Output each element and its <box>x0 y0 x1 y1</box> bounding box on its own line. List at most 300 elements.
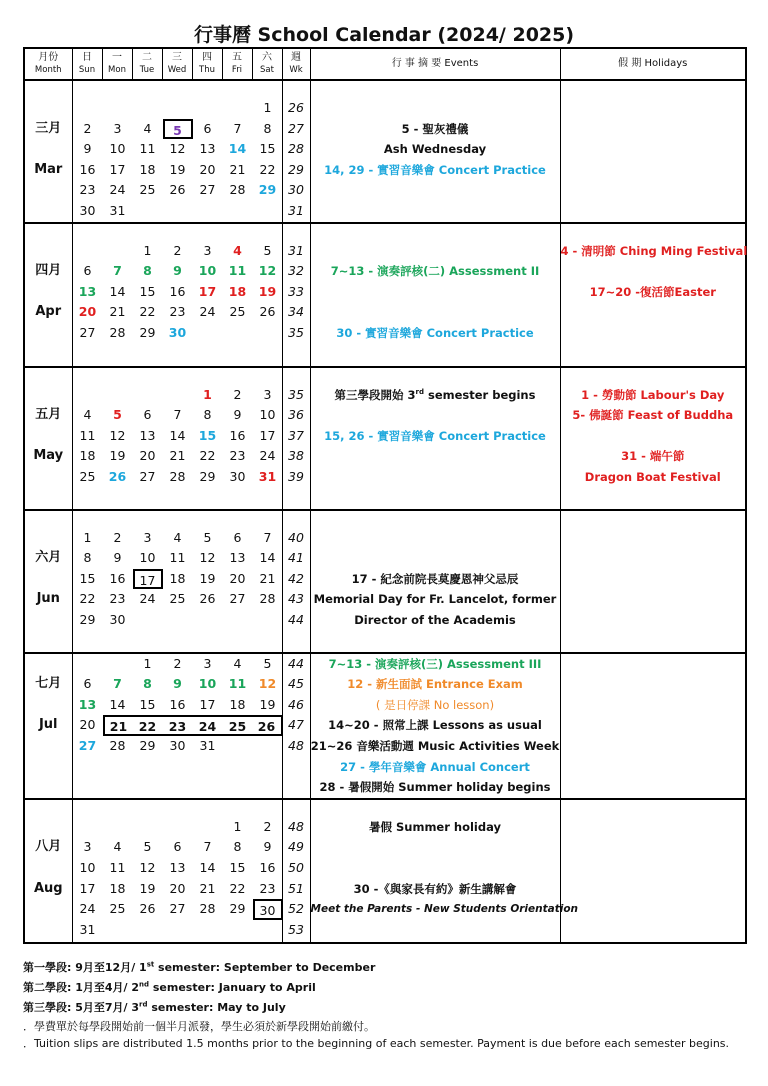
event-line: 12 - 新生面試 Entrance Exam <box>347 677 523 692</box>
day-cell: 7 <box>113 676 122 692</box>
day-cell: 10 <box>259 407 276 423</box>
day-cell: 26 <box>139 901 156 917</box>
day-cell: 15 <box>198 427 217 443</box>
day-cell: 16 <box>169 696 186 712</box>
day-cell: 11 <box>109 859 126 875</box>
empty-day-cell <box>163 98 193 119</box>
footer-notes <box>23 958 753 1052</box>
event-line: 30 - 實習音樂會 Concert Practice <box>336 325 534 340</box>
day-header-mon: 一 Mon <box>102 48 132 80</box>
day-cell: 10 <box>139 550 156 566</box>
week-number: 52 <box>288 901 304 917</box>
day-cell: 25 <box>223 715 253 736</box>
day-cell: 19 <box>199 570 216 586</box>
event-line: 17 - 紀念前院長莫慶恩神父忌辰 <box>351 571 519 586</box>
holiday-line: 1 - 勞動節 Labour's Day <box>581 387 725 402</box>
day-cell: 17 <box>259 427 276 443</box>
week-number: 50 <box>288 859 304 875</box>
week-numbers <box>282 367 310 510</box>
empty-day-cell <box>103 920 133 941</box>
day-cell: 7 <box>113 263 122 279</box>
day-cell: 26 <box>253 715 283 736</box>
day-cell: 15 <box>229 859 246 875</box>
event-line: 5 - 聖灰禮儀 <box>401 121 469 136</box>
day-cell: 9 <box>233 407 242 423</box>
holidays-cell <box>560 367 746 510</box>
day-cell: 26 <box>169 182 186 198</box>
week-number: 53 <box>288 921 304 937</box>
day-cell: 17 <box>133 569 163 590</box>
event-line: 21~26 音樂活動週 Music Activities Week <box>310 738 560 753</box>
empty-day-cell <box>193 817 223 838</box>
day-cell: 6 <box>233 529 242 545</box>
event-line: 27 - 學年音樂會 Annual Concert <box>340 759 530 774</box>
event-line <box>311 302 560 323</box>
day-cell: 5 <box>263 242 272 258</box>
day-cell: 25 <box>79 468 96 484</box>
day-cell: 12 <box>109 427 126 443</box>
day-cell: 9 <box>263 839 272 855</box>
events-cell <box>310 80 560 223</box>
day-cell: 5 <box>163 119 193 140</box>
event-line: Director of the Academis <box>354 612 516 627</box>
day-cell: 18 <box>169 570 186 586</box>
day-cell: 1 <box>143 655 152 671</box>
empty-day-cell <box>223 323 253 344</box>
day-cell: 20 <box>139 448 156 464</box>
day-cell: 24 <box>193 715 223 736</box>
day-cell: 21 <box>109 304 126 320</box>
day-cell: 21 <box>199 880 216 896</box>
day-cell: 9 <box>113 550 122 566</box>
month-label: 五月 May <box>24 367 72 510</box>
day-cell: 18 <box>139 161 156 177</box>
week-number: 42 <box>288 570 304 586</box>
empty-day-cell <box>193 201 223 222</box>
day-cell: 16 <box>169 283 186 299</box>
holiday-line: 17~20 -復活節Easter <box>589 284 716 299</box>
day-cell: 2 <box>173 655 182 671</box>
tuition-note-en: ．Tuition slips are distributed 1.5 months prior to the beginning of each semester. Payment is due before each semester begins. <box>23 1037 730 1050</box>
day-cell: 15 <box>139 696 156 712</box>
day-cell: 6 <box>143 407 152 423</box>
day-cell: 28 <box>109 324 126 340</box>
tuition-note-zh: ．學費單於每學段開始前一個半月派發，學生必須於新學段開始前繳付。 <box>23 1020 375 1033</box>
week-number: 35 <box>288 386 304 402</box>
day-cell: 19 <box>169 161 186 177</box>
event-line: Meet the Parents - New Students Orientation <box>310 903 579 916</box>
day-cell: 13 <box>229 550 246 566</box>
week-number: 44 <box>288 655 304 671</box>
empty-day-cell <box>223 610 253 631</box>
event-line <box>311 241 560 262</box>
empty-day-cell <box>223 98 253 119</box>
week-number: 31 <box>288 242 304 258</box>
day-cell: 7 <box>263 529 272 545</box>
day-cell: 11 <box>169 550 186 566</box>
empty-day-cell <box>223 201 253 222</box>
semester-1-note: 第一學段: 9月至12月/ 1st semester: September to December <box>23 960 376 974</box>
week-number: 31 <box>288 202 304 218</box>
semester-3-note: 第三學段: 5月至7月/ 3rd semester: May to July <box>23 1000 286 1014</box>
day-cell: 2 <box>113 529 122 545</box>
event-line <box>311 548 560 569</box>
empty-day-cell <box>133 98 163 119</box>
events-cell <box>310 510 560 653</box>
week-number: 43 <box>288 591 304 607</box>
day-cell: 1 <box>83 529 92 545</box>
day-cell: 27 <box>199 182 216 198</box>
day-cell: 6 <box>203 120 212 136</box>
day-cell: 5 <box>263 655 272 671</box>
week-number: 27 <box>288 120 304 136</box>
event-line: ( 是日停課 No lesson) <box>375 697 495 712</box>
event-line <box>311 405 560 426</box>
holidays-header: 假 期 Holidays <box>560 48 746 80</box>
day-cell: 20 <box>229 570 246 586</box>
empty-day-cell <box>73 385 103 406</box>
day-cell: 3 <box>263 386 272 402</box>
event-line <box>311 858 560 879</box>
day-cell: 4 <box>83 407 92 423</box>
day-cell: 1 <box>263 100 272 115</box>
empty-day-cell <box>103 98 133 119</box>
day-cell: 2 <box>173 242 182 258</box>
month-row-apr <box>24 223 746 367</box>
week-number: 48 <box>288 818 304 834</box>
holidays-cell <box>560 510 746 653</box>
day-cell: 25 <box>109 901 126 917</box>
day-cell: 28 <box>109 737 126 753</box>
day-cell: 31 <box>258 468 277 484</box>
day-cell: 14 <box>259 550 276 566</box>
month-header: 月份 Month <box>24 48 72 80</box>
day-cell: 8 <box>143 263 152 279</box>
day-cell: 9 <box>83 141 92 157</box>
event-line <box>311 837 560 858</box>
week-number: 29 <box>288 161 304 177</box>
empty-day-cell <box>253 201 283 222</box>
day-cell: 11 <box>139 141 156 157</box>
empty-day-cell <box>133 920 163 941</box>
month-row-jun <box>24 510 746 653</box>
day-cell: 22 <box>229 880 246 896</box>
event-line: 7~13 - 演奏評核(二) Assessment II <box>330 264 540 279</box>
events-cell <box>310 223 560 367</box>
day-grid <box>72 653 282 799</box>
month-row-jul <box>24 653 746 799</box>
day-cell: 30 <box>168 324 187 340</box>
day-cell: 30 <box>79 202 96 218</box>
day-cell: 30 <box>253 899 283 920</box>
month-row-mar <box>24 80 746 223</box>
day-cell: 4 <box>233 242 242 258</box>
day-cell: 22 <box>133 715 163 736</box>
day-cell: 5 <box>113 407 122 423</box>
week-numbers <box>282 80 310 223</box>
day-header-sun: 日 Sun <box>72 48 102 80</box>
week-number: 33 <box>288 283 304 299</box>
empty-day-cell <box>253 736 283 757</box>
week-number: 36 <box>288 407 304 423</box>
day-cell: 17 <box>79 880 96 896</box>
event-line <box>311 282 560 303</box>
day-cell: 18 <box>229 696 246 712</box>
day-cell: 19 <box>139 880 156 896</box>
day-cell: 24 <box>199 304 216 320</box>
day-cell: 8 <box>143 676 152 692</box>
week-number: 46 <box>288 696 304 712</box>
week-number: 45 <box>288 676 304 692</box>
day-cell: 23 <box>229 448 246 464</box>
holidays-cell <box>560 223 746 367</box>
day-cell: 30 <box>229 468 246 484</box>
day-cell: 23 <box>79 182 96 198</box>
week-number: 32 <box>288 263 304 279</box>
day-cell: 30 <box>109 611 126 627</box>
day-cell: 15 <box>79 570 96 586</box>
event-line: 14, 29 - 實習音樂會 Concert Practice <box>324 162 546 177</box>
day-cell: 23 <box>109 591 126 607</box>
day-cell: 5 <box>143 839 152 855</box>
day-grid <box>72 510 282 653</box>
day-cell: 8 <box>263 120 272 136</box>
day-cell: 6 <box>173 839 182 855</box>
day-cell: 11 <box>228 676 247 692</box>
event-line <box>311 98 560 119</box>
day-header-tue: 二 Tue <box>132 48 162 80</box>
month-label: 七月 Jul <box>24 653 72 799</box>
day-cell: 21 <box>103 715 133 736</box>
empty-day-cell <box>253 323 283 344</box>
day-cell: 20 <box>79 717 96 733</box>
month-label: 四月 Apr <box>24 223 72 367</box>
day-cell: 28 <box>259 591 276 607</box>
day-cell: 3 <box>83 839 92 855</box>
day-cell: 24 <box>79 901 96 917</box>
day-cell: 3 <box>203 242 212 258</box>
semester-2-note: 第二學段: 1月至4月/ 2nd semester: January to April <box>23 980 316 994</box>
holiday-line: 5- 佛誕節 Feast of Buddha <box>572 408 734 423</box>
day-cell: 12 <box>199 550 216 566</box>
empty-day-cell <box>163 610 193 631</box>
day-cell: 29 <box>79 611 96 627</box>
day-cell: 26 <box>199 591 216 607</box>
day-grid <box>72 799 282 943</box>
day-cell: 28 <box>199 901 216 917</box>
day-cell: 26 <box>259 304 276 320</box>
day-cell: 21 <box>169 448 186 464</box>
week-number: 37 <box>288 427 304 443</box>
day-cell: 27 <box>229 591 246 607</box>
empty-day-cell <box>73 817 103 838</box>
day-cell: 3 <box>113 120 122 136</box>
events-cell <box>310 653 560 799</box>
events-cell <box>310 799 579 943</box>
day-cell: 8 <box>83 550 92 566</box>
day-cell: 13 <box>78 283 97 299</box>
day-cell: 22 <box>139 304 156 320</box>
empty-day-cell <box>193 98 223 119</box>
day-cell: 15 <box>139 283 156 299</box>
day-cell: 31 <box>79 921 96 937</box>
holidays-cell <box>560 653 746 799</box>
day-grid <box>72 80 282 223</box>
holiday-line: 31 - 端午節 <box>621 449 685 464</box>
week-number: 48 <box>288 737 304 753</box>
day-cell: 14 <box>109 696 126 712</box>
day-cell: 3 <box>203 655 212 671</box>
day-grid <box>72 367 282 510</box>
day-cell: 14 <box>228 141 247 157</box>
day-cell: 6 <box>83 676 92 692</box>
day-cell: 29 <box>229 901 246 917</box>
empty-day-cell <box>133 385 163 406</box>
week-number: 41 <box>288 550 304 566</box>
day-cell: 8 <box>203 407 212 423</box>
empty-day-cell <box>133 610 163 631</box>
day-cell: 13 <box>199 141 216 157</box>
day-cell: 25 <box>229 304 246 320</box>
day-cell: 17 <box>198 283 217 299</box>
empty-day-cell <box>103 241 133 262</box>
day-cell: 9 <box>173 676 182 692</box>
day-cell: 2 <box>83 120 92 136</box>
day-cell: 29 <box>139 324 156 340</box>
day-cell: 30 <box>169 737 186 753</box>
day-cell: 14 <box>109 283 126 299</box>
day-cell: 10 <box>198 676 217 692</box>
week-number: 39 <box>288 468 304 484</box>
day-cell: 24 <box>139 591 156 607</box>
day-cell: 4 <box>143 120 152 136</box>
event-line: 15, 26 - 實習音樂會 Concert Practice <box>324 428 546 443</box>
day-header-sat: 六 Sat <box>252 48 282 80</box>
empty-day-cell <box>193 610 223 631</box>
event-line: 暑假 Summer holiday <box>368 819 502 834</box>
day-cell: 16 <box>259 859 276 875</box>
day-cell: 16 <box>109 570 126 586</box>
holiday-line: Dragon Boat Festival <box>584 469 721 484</box>
day-cell: 16 <box>79 161 96 177</box>
day-cell: 1 <box>203 386 212 402</box>
day-cell: 11 <box>228 263 247 279</box>
day-cell: 26 <box>108 468 127 484</box>
day-cell: 7 <box>233 120 242 136</box>
day-cell: 4 <box>113 839 122 855</box>
day-cell: 20 <box>169 880 186 896</box>
day-cell: 25 <box>139 182 156 198</box>
day-cell: 23 <box>163 715 193 736</box>
day-cell: 18 <box>79 448 96 464</box>
empty-day-cell <box>163 385 193 406</box>
day-cell: 29 <box>139 737 156 753</box>
day-cell: 27 <box>139 468 156 484</box>
month-row-may <box>24 367 746 510</box>
event-line <box>311 528 560 549</box>
event-line: 14~20 - 照常上課 Lessons as usual <box>328 718 542 733</box>
empty-day-cell <box>73 654 103 675</box>
day-header-thu: 四 Thu <box>192 48 222 80</box>
day-cell: 21 <box>229 161 246 177</box>
week-number: 26 <box>288 100 304 115</box>
day-cell: 6 <box>83 263 92 279</box>
day-cell: 31 <box>199 737 216 753</box>
empty-day-cell <box>163 920 193 941</box>
day-grid <box>72 223 282 367</box>
week-number: 35 <box>288 324 304 340</box>
day-cell: 14 <box>199 859 216 875</box>
day-cell: 22 <box>259 161 276 177</box>
month-label: 三月 Mar <box>24 80 72 223</box>
week-numbers <box>282 510 310 653</box>
event-line: 30 -《與家長有約》新生講解會 <box>353 881 517 896</box>
day-cell: 29 <box>258 182 277 198</box>
day-cell: 4 <box>173 529 182 545</box>
empty-day-cell <box>253 920 283 941</box>
day-cell: 13 <box>78 696 97 712</box>
month-label: 八月 Aug <box>24 799 72 943</box>
day-cell: 12 <box>139 859 156 875</box>
week-number: 44 <box>288 611 304 627</box>
event-line: Ash Wednesday <box>383 142 487 157</box>
empty-day-cell <box>73 98 103 119</box>
day-cell: 20 <box>199 161 216 177</box>
day-cell: 21 <box>259 570 276 586</box>
page-title: 行事曆 School Calendar (2024/ 2025) <box>193 24 575 46</box>
day-cell: 16 <box>229 427 246 443</box>
week-number: 28 <box>288 141 304 157</box>
day-cell: 7 <box>203 839 212 855</box>
empty-day-cell <box>133 817 163 838</box>
day-cell: 13 <box>139 427 156 443</box>
day-cell: 24 <box>109 182 126 198</box>
header-row <box>24 48 746 80</box>
day-cell: 14 <box>169 427 186 443</box>
week-number: 49 <box>288 839 304 855</box>
empty-day-cell <box>163 817 193 838</box>
day-cell: 19 <box>109 448 126 464</box>
day-cell: 31 <box>109 202 126 218</box>
empty-day-cell <box>193 920 223 941</box>
week-number: 34 <box>288 304 304 320</box>
day-cell: 27 <box>78 737 97 753</box>
holidays-cell <box>560 799 746 943</box>
day-cell: 13 <box>169 859 186 875</box>
day-cell: 28 <box>169 468 186 484</box>
day-cell: 22 <box>79 591 96 607</box>
week-header: 週 Wk <box>282 48 310 80</box>
week-number: 40 <box>288 529 304 545</box>
empty-day-cell <box>193 323 223 344</box>
day-cell: 10 <box>109 141 126 157</box>
day-cell: 23 <box>169 304 186 320</box>
day-cell: 20 <box>78 304 97 320</box>
day-header-wed: 三 Wed <box>162 48 192 80</box>
day-cell: 9 <box>173 263 182 279</box>
event-line: 28 - 暑假開始 Summer holiday begins <box>319 780 551 795</box>
day-cell: 2 <box>233 386 242 402</box>
week-numbers <box>282 223 310 367</box>
events-cell <box>310 367 560 510</box>
day-cell: 17 <box>199 696 216 712</box>
holiday-line <box>561 426 746 447</box>
empty-day-cell <box>103 385 133 406</box>
week-numbers <box>282 653 310 799</box>
day-cell: 4 <box>233 655 242 671</box>
day-cell: 7 <box>173 407 182 423</box>
week-number: 47 <box>288 717 304 733</box>
